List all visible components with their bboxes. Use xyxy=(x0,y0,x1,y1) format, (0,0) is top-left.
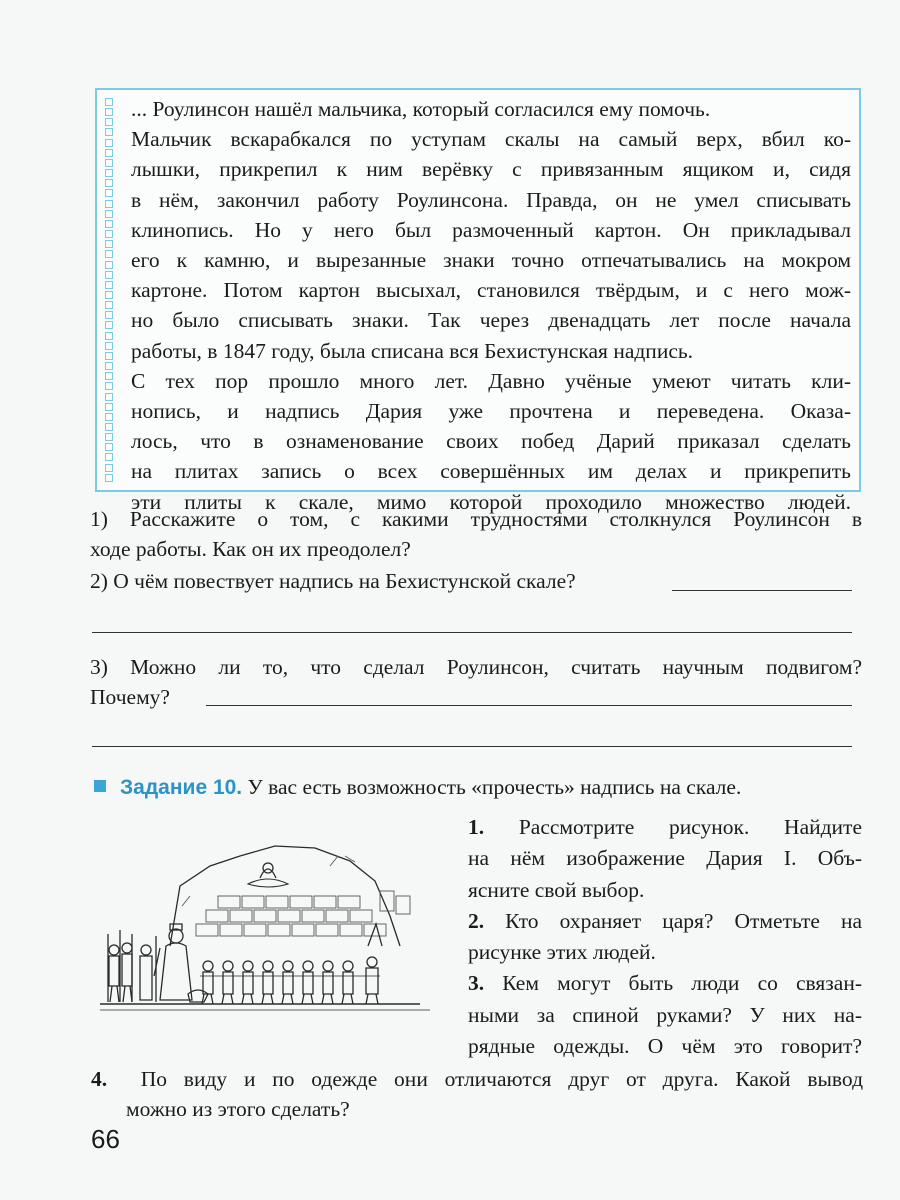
excerpt-line: лось, что в ознаменование своих побед Дарий приказал сделать xyxy=(131,429,851,454)
excerpt-line: Мальчик вскарабкался по уступам скалы на самый верх, вбил ко- xyxy=(131,127,851,152)
excerpt-box xyxy=(95,88,861,514)
excerpt-text xyxy=(131,94,851,517)
answer-line[interactable] xyxy=(206,705,852,706)
question-3-line-1: 3) Можно ли то, что сделал Роулинсон, считать научным подвигом? xyxy=(90,655,862,679)
item-2-line: рисунке этих людей. xyxy=(468,940,656,965)
page-number: 66 xyxy=(91,1124,120,1154)
excerpt-line: но было списывать знаки. Так через двенадцать лет после начала xyxy=(131,308,851,333)
item-1-line: на нём изображение Дария I. Объ- xyxy=(468,846,862,871)
answer-line[interactable] xyxy=(672,590,852,591)
excerpt-line: нопись, и надпись Дария уже прочтена и переведена. Оказа- xyxy=(131,399,851,424)
task-items xyxy=(468,812,862,1062)
question-1-line-2: ходе работы. Как он их преодолел? xyxy=(90,537,411,561)
item-3-line: ными за спиной руками? У них на- xyxy=(468,1002,862,1027)
excerpt-line: ... Роулинсон нашёл мальчика, который согласился ему помочь. xyxy=(131,97,711,121)
task-intro: У вас есть возможность «прочесть» надпись на скале. xyxy=(247,775,742,799)
excerpt-line: в нём, закончил работу Роулинсона. Правда, он не умел списывать xyxy=(131,187,851,212)
excerpt-line: лышки, прикрепил к ним верёвку с привязанным ящиком и, сидя xyxy=(131,157,851,182)
item-4-line-1: 4. По виду и по одежде они отличаются друг от друга. Какой вывод xyxy=(91,1067,864,1091)
task-label: Задание 10. xyxy=(120,776,243,799)
item-3: 3. Кем могут быть люди со связан- xyxy=(468,971,863,996)
answer-line[interactable] xyxy=(92,746,852,747)
excerpt-line: С тех пор прошло много лет. Давно учёные умеют читать кли- xyxy=(131,368,851,393)
answer-line[interactable] xyxy=(92,632,852,633)
item-3-line: рядные одежды. О чём это говорит? xyxy=(468,1034,862,1059)
item-1: 1. Рассмотрите рисунок. Найдите xyxy=(468,815,862,839)
item-2: 2. Кто охраняет царя? Отметьте на xyxy=(468,908,862,933)
item-4-line-2: можно из этого сделать? xyxy=(126,1097,350,1121)
question-3-line-2: Почему? xyxy=(90,685,170,709)
item-1-line: ясните свой выбор. xyxy=(468,877,645,902)
excerpt-line: клинопись. Но у него был размоченный картон. Он прикладывал xyxy=(131,217,851,242)
question-2: 2) О чём повествует надпись на Бехистунской скале? xyxy=(90,569,576,593)
excerpt-line: эти плиты к скале, мимо которой проходило множество людей. xyxy=(131,489,851,514)
excerpt-line: его к камню, и вырезанные знаки точно отпечатывались на мокром xyxy=(131,248,851,273)
excerpt-line: на плитах запись о всех совершённых им делах и прикрепить xyxy=(131,459,851,484)
excerpt-line: картоне. Потом картон высыхал, становился твёрдым, и с него мож- xyxy=(131,278,851,303)
task-marker-icon xyxy=(94,780,106,792)
relief-illustration[interactable] xyxy=(100,826,460,1026)
excerpt-line: работы, в 1847 году, была списана вся Бехистунская надпись. xyxy=(131,338,694,363)
task-10-heading xyxy=(94,772,741,803)
dotted-border-decoration xyxy=(101,98,117,482)
question-1-line-1: 1) Расскажите о том, с какими трудностями столкнулся Роулинсон в xyxy=(90,507,862,531)
